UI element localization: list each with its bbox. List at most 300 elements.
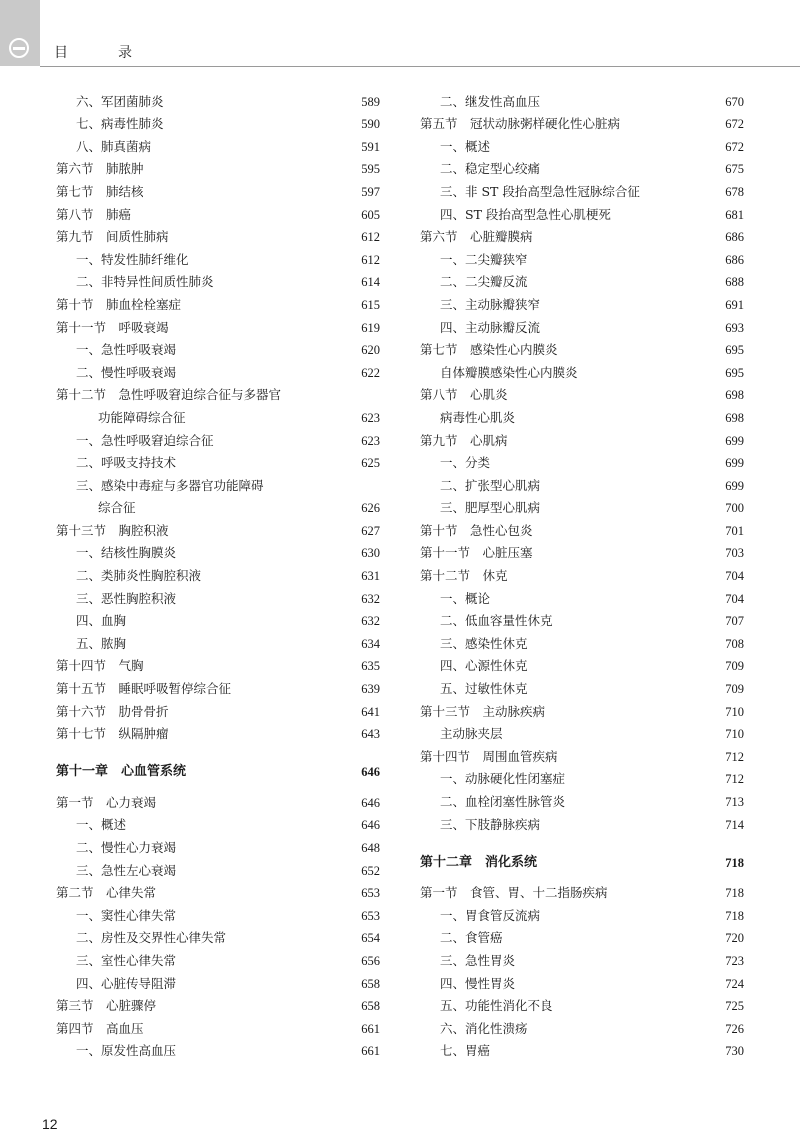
toc-entry-page: 713 (725, 795, 744, 809)
toc-entry-title: 综合征 (98, 500, 136, 516)
toc-entry[interactable] (420, 719, 744, 742)
toc-entry-title: 一、急性呼吸衰竭 (76, 342, 177, 358)
toc-entry-page: 658 (361, 976, 380, 991)
dot-leader (161, 887, 356, 897)
toc-entry[interactable] (420, 131, 744, 154)
toc-entry-title: 五、过敏性休克 (440, 681, 528, 697)
dot-leader (520, 955, 720, 965)
toc-entry-title: 第十三节 主动脉疾病 (420, 703, 546, 719)
dot-leader (174, 525, 357, 535)
toc-entry-page: 698 (725, 388, 744, 403)
dot-leader (538, 547, 721, 557)
toc-entry-page: 622 (361, 365, 380, 380)
toc-entry-page: 709 (725, 659, 744, 674)
toc-entry-title: 一、动脉硬化性闭塞症 (440, 771, 566, 787)
toc-entry-title: 二、慢性心力衰竭 (76, 840, 177, 855)
toc-entry[interactable] (420, 583, 744, 606)
toc-entry-page: 632 (361, 614, 380, 629)
toc-entry[interactable] (56, 470, 380, 493)
toc-entry-page: 718 (725, 886, 744, 901)
toc-entry-page: 623 (361, 433, 380, 448)
toc-entry-page: 612 (361, 230, 380, 245)
dot-leader (186, 299, 356, 309)
dot-leader (231, 932, 356, 942)
toc-entry-title: 三、感染性休克 (440, 635, 528, 651)
toc-entry[interactable] (56, 945, 380, 968)
dot-leader (181, 842, 356, 852)
toc-entry-title: 二、稳定型心绞痛 (440, 161, 541, 177)
toc-entry[interactable] (56, 244, 380, 267)
toc-entry-title: 第四节 高血压 (56, 1020, 144, 1036)
dot-leader (181, 367, 356, 377)
toc-entry-page: 652 (361, 863, 380, 878)
toc-entry[interactable] (420, 470, 744, 493)
toc-entry-title: 三、感染中毒症与多器官功能障碍 (76, 477, 264, 493)
toc-entry-page: 695 (725, 343, 744, 358)
dot-leader (513, 435, 721, 445)
dot-leader (538, 525, 721, 535)
dot-leader (174, 728, 357, 738)
toc-entry-title: 第九节 间质性肺病 (56, 229, 169, 245)
toc-entry-page: 612 (361, 252, 380, 267)
toc-entry-title: 二、呼吸支持技术 (76, 455, 177, 471)
toc-entry-page: 695 (725, 365, 744, 380)
toc-entry-title: 二、非特异性间质性肺炎 (76, 274, 214, 290)
toc-entry-page: 712 (725, 749, 744, 764)
toc-entry[interactable] (420, 900, 744, 923)
toc-entry-title: 五、功能性消化不良 (440, 998, 553, 1014)
toc-entry-title: 二、继发性高血压 (440, 93, 541, 109)
toc-entry[interactable] (56, 991, 380, 1014)
dot-leader (545, 163, 720, 173)
toc-entry[interactable] (420, 696, 744, 719)
toc-entry[interactable] (56, 855, 380, 878)
dot-leader (625, 118, 720, 128)
toc-entry[interactable] (420, 991, 744, 1014)
toc-entry[interactable] (420, 945, 744, 968)
toc-entry[interactable] (56, 493, 380, 516)
toc-entry[interactable] (420, 538, 744, 561)
dot-leader (141, 502, 357, 512)
dot-leader (513, 570, 721, 580)
dot-leader (149, 186, 357, 196)
toc-entry-title: 第十一节 呼吸衰竭 (56, 319, 169, 335)
toc-entry[interactable] (420, 402, 744, 425)
toc-entry-title: 二、慢性呼吸衰竭 (76, 364, 177, 380)
toc-entry-page: 639 (361, 682, 380, 697)
dot-leader (545, 910, 720, 920)
toc-entry-title: 第一节 食管、胃、十二指肠疾病 (420, 885, 608, 901)
toc-entry-page: 620 (361, 343, 380, 358)
toc-entry[interactable] (56, 176, 380, 199)
toc-entry-title: 三、下肢静脉疾病 (440, 816, 541, 832)
toc-entry-title: 第十六节 肋骨骨折 (56, 703, 169, 719)
toc-entry-page: 670 (725, 94, 744, 109)
toc-entry[interactable] (56, 109, 380, 132)
toc-entry-page: 635 (361, 659, 380, 674)
dot-leader (149, 660, 357, 670)
toc-entry-page: 709 (725, 682, 744, 697)
toc-entry[interactable] (420, 515, 744, 538)
toc-entry-page: 730 (725, 1044, 744, 1059)
toc-entry[interactable] (56, 787, 380, 810)
toc-entry-title: 五、脓胸 (76, 635, 127, 651)
toc-entry-page: 654 (361, 931, 380, 946)
toc-entry[interactable] (420, 380, 744, 403)
toc-entry-page: 693 (725, 320, 744, 335)
toc-entry[interactable] (56, 131, 380, 154)
toc-entry[interactable] (56, 289, 380, 312)
toc-entry[interactable] (56, 1036, 380, 1059)
toc-entry-title: 第二节 心律失常 (56, 885, 157, 901)
toc-entry-page: 661 (361, 1044, 380, 1059)
toc-entry-title: 第十一章 心血管系统 (56, 764, 187, 780)
toc-entry-page: 627 (361, 523, 380, 538)
toc-entry[interactable] (420, 628, 744, 651)
toc-entry-page: 632 (361, 591, 380, 606)
toc-entry-title: 一、胃食管反流病 (440, 907, 541, 923)
toc-entry-page: 703 (725, 546, 744, 561)
toc-entry-page: 615 (361, 297, 380, 312)
dot-leader (533, 276, 721, 286)
publisher-logo-icon (9, 38, 29, 58)
toc-entry-page: 631 (361, 569, 380, 584)
dot-leader (563, 344, 721, 354)
toc-entry-title: 第九节 心肌病 (420, 432, 508, 448)
toc-entry-page: 691 (725, 297, 744, 312)
toc-entry[interactable] (56, 199, 380, 222)
dot-leader (545, 299, 720, 309)
toc-entry-title: 六、消化性溃疡 (440, 1020, 528, 1036)
toc-entry-page: 658 (361, 999, 380, 1014)
toc-entry-page: 589 (361, 94, 380, 109)
toc-entry[interactable] (56, 222, 380, 245)
toc-entry-page: 681 (725, 207, 744, 222)
toc-entry[interactable] (420, 1013, 744, 1036)
toc-entry[interactable] (420, 289, 744, 312)
toc-entry-page: 678 (725, 184, 744, 199)
toc-entry-page: 672 (725, 117, 744, 132)
dot-leader (156, 141, 356, 151)
toc-entry[interactable] (420, 267, 744, 290)
toc-entry-title: 一、结核性胸膜炎 (76, 545, 177, 561)
toc-entry-title: 二、食管癌 (440, 930, 503, 946)
toc-entry[interactable] (56, 673, 380, 696)
dot-leader (570, 773, 720, 783)
toc-entry-page: 725 (725, 999, 744, 1014)
toc-entry-page: 723 (725, 953, 744, 968)
toc-entry-title: 功能障碍综合征 (98, 409, 186, 425)
toc-entry-page: 590 (361, 117, 380, 132)
toc-entry-page: 699 (725, 433, 744, 448)
dot-leader (542, 857, 720, 867)
toc-entry[interactable] (420, 493, 744, 516)
dot-leader (174, 322, 357, 332)
toc-entry[interactable] (420, 786, 744, 809)
dot-leader (616, 209, 720, 219)
toc-entry-title: 第十节 急性心包炎 (420, 522, 533, 538)
toc-entry[interactable] (420, 222, 744, 245)
toc-entry-page: 653 (361, 886, 380, 901)
dot-leader (131, 615, 356, 625)
dot-leader (495, 593, 720, 603)
toc-entry-title: 第一节 心力衰竭 (56, 794, 157, 810)
toc-entry-title: 八、肺真菌病 (76, 138, 152, 154)
toc-entry-page: 623 (361, 410, 380, 425)
toc-entry-title: 第八节 肺癌 (56, 206, 132, 222)
toc-entry[interactable] (420, 312, 744, 335)
toc-entry-title: 一、概述 (76, 817, 127, 833)
dot-leader (645, 186, 720, 196)
toc-entry-title: 第十二章 消化系统 (420, 854, 538, 870)
dot-leader (131, 819, 356, 829)
dot-leader (520, 978, 720, 988)
toc-entry[interactable] (420, 651, 744, 674)
dot-leader (181, 593, 356, 603)
toc-entry[interactable] (56, 357, 380, 380)
toc-entry[interactable] (420, 357, 744, 380)
toc-entry-page: 625 (361, 456, 380, 471)
dot-leader (169, 96, 357, 106)
toc-entry-title: 第三节 心脏骤停 (56, 998, 157, 1014)
toc-entry[interactable] (420, 560, 744, 583)
toc-entry[interactable] (420, 109, 744, 132)
toc-entry-title: 主动脉夹层 (440, 726, 503, 742)
toc-entry-page: 641 (361, 704, 380, 719)
toc-entry-title: 四、ST 段抬高型急性心肌梗死 (440, 206, 611, 222)
dot-leader (181, 910, 356, 920)
dot-leader (495, 457, 720, 467)
toc-entry-page: 643 (361, 727, 380, 742)
toc-entry[interactable] (56, 606, 380, 629)
toc-entry[interactable] (420, 606, 744, 629)
toc-entry[interactable] (420, 673, 744, 696)
toc-chapter-entry[interactable] (420, 840, 744, 870)
toc-entry[interactable] (420, 741, 744, 764)
dot-leader (174, 231, 357, 241)
dot-leader (545, 819, 720, 829)
toc-entry-title: 第七节 感染性心内膜炎 (420, 342, 558, 358)
dot-leader (131, 638, 356, 648)
toc-entry[interactable] (56, 696, 380, 719)
toc-chapter-entry[interactable] (56, 749, 380, 779)
toc-entry[interactable] (56, 312, 380, 335)
toc-entry[interactable] (56, 86, 380, 109)
toc-entry[interactable] (56, 425, 380, 448)
dot-leader (149, 1023, 357, 1033)
page-header-title: 目 录 (54, 45, 150, 61)
toc-entry-page: 656 (361, 953, 380, 968)
toc-entry[interactable] (420, 176, 744, 199)
toc-entry[interactable] (420, 199, 744, 222)
toc-entry[interactable] (420, 86, 744, 109)
toc-entry-page: 595 (361, 162, 380, 177)
toc-entry[interactable] (420, 1036, 744, 1059)
toc-entry[interactable] (420, 968, 744, 991)
dot-leader (181, 978, 356, 988)
toc-entry-page: 699 (725, 456, 744, 471)
toc-entry-title: 第十四节 气胸 (56, 658, 144, 674)
dot-leader (558, 1000, 721, 1010)
toc-entry-title: 一、概述 (440, 138, 491, 154)
toc-entry-page: 688 (725, 275, 744, 290)
toc-entry-title: 三、急性胃炎 (440, 952, 516, 968)
toc-entry-page: 626 (361, 501, 380, 516)
toc-entry[interactable] (56, 719, 380, 742)
toc-entry-title: 三、急性左心衰竭 (76, 862, 177, 878)
toc-entry-page: 686 (725, 230, 744, 245)
toc-entry-title: 四、主动脉瓣反流 (440, 319, 541, 335)
toc-entry-page: 701 (725, 523, 744, 538)
toc-entry-title: 二、血栓闭塞性脉管炎 (440, 794, 566, 809)
toc-entry-page: 634 (361, 636, 380, 651)
toc-entry-page: 672 (725, 139, 744, 154)
toc-entry-title: 一、概论 (440, 590, 491, 606)
page-number: 12 (42, 1116, 58, 1132)
toc-entry-title: 四、心脏传导阻滞 (76, 975, 177, 991)
toc-entry-title: 二、二尖瓣反流 (440, 274, 528, 290)
dot-leader (495, 1045, 720, 1055)
dot-leader (508, 932, 721, 942)
toc-entry-title: 第五节 冠状动脉粥样硬化性心脏病 (420, 116, 621, 132)
dot-leader (533, 660, 721, 670)
toc-entry[interactable] (420, 878, 744, 901)
toc-entry[interactable] (420, 809, 744, 832)
toc-entry[interactable] (56, 968, 380, 991)
dot-leader (545, 96, 720, 106)
toc-entry-page: 698 (725, 410, 744, 425)
toc-entry-title: 第六节 心脏瓣膜病 (420, 229, 533, 245)
toc-entry[interactable] (420, 244, 744, 267)
toc-entry[interactable] (56, 267, 380, 290)
toc-entry[interactable] (56, 380, 380, 403)
toc-entry-page: 686 (725, 252, 744, 267)
toc-entry[interactable] (420, 923, 744, 946)
toc-entry[interactable] (420, 425, 744, 448)
dot-leader (545, 502, 720, 512)
dot-leader (583, 367, 721, 377)
toc-entry-title: 第六节 肺脓肿 (56, 161, 144, 177)
toc-entry-page: 619 (361, 320, 380, 335)
dot-leader (191, 412, 357, 422)
toc-entry-page: 591 (361, 139, 380, 154)
toc-entry[interactable] (56, 448, 380, 471)
toc-column-left (56, 86, 380, 1058)
dot-leader (613, 887, 721, 897)
dot-leader (149, 163, 357, 173)
toc-entry[interactable] (420, 448, 744, 471)
dot-leader (508, 728, 721, 738)
toc-entry[interactable] (420, 154, 744, 177)
toc-entry-page: 648 (361, 841, 380, 855)
toc-entry[interactable] (56, 154, 380, 177)
dot-leader (194, 254, 357, 264)
toc-entry-page: 661 (361, 1021, 380, 1036)
toc-entry[interactable] (420, 335, 744, 358)
toc-entry[interactable] (56, 832, 380, 855)
toc-entry[interactable] (56, 335, 380, 358)
dot-leader (545, 322, 720, 332)
toc-entry-title: 第八节 心肌炎 (420, 387, 508, 403)
toc-entry-title: 第十节 肺血栓栓塞症 (56, 296, 182, 312)
toc-entry-title: 三、非 ST 段抬高型急性冠脉综合征 (440, 183, 640, 199)
dot-leader (181, 955, 356, 965)
toc-entry[interactable] (420, 764, 744, 787)
toc-entry-page: 646 (361, 795, 380, 810)
dot-leader (181, 547, 356, 557)
toc-entry-page: 718 (725, 855, 744, 870)
toc-entry-title: 二、类肺炎性胸腔积液 (76, 568, 202, 584)
toc-entry[interactable] (56, 402, 380, 425)
toc-entry-title: 二、扩张型心肌病 (440, 477, 541, 493)
dot-leader (550, 706, 720, 716)
toc-entry[interactable] (56, 1013, 380, 1036)
dot-leader (558, 615, 721, 625)
toc-entry[interactable] (56, 538, 380, 561)
toc-entry-page: 646 (361, 818, 380, 833)
toc-entry-title: 第十五节 睡眠呼吸暂停综合征 (56, 681, 232, 697)
header-band (0, 0, 40, 66)
toc-entry-title: 三、主动脉瓣狭窄 (440, 296, 541, 312)
toc-entry[interactable] (56, 900, 380, 923)
toc-entry-page: 724 (725, 976, 744, 991)
toc-entry[interactable] (56, 628, 380, 651)
toc-entry-title: 二、房性及交界性心律失常 (76, 930, 227, 946)
dot-leader (191, 766, 356, 776)
toc-entry-title: 第十一节 心脏压塞 (420, 545, 533, 561)
toc-entry-page: 720 (725, 931, 744, 946)
toc-entry-page: 710 (725, 704, 744, 719)
dot-leader (545, 480, 720, 490)
toc-entry-title: 第十三节 胸腔积液 (56, 522, 169, 538)
toc-entry-page: 653 (361, 908, 380, 923)
toc-entry-page: 718 (725, 908, 744, 923)
toc-entry-title: 六、军团菌肺炎 (76, 93, 164, 109)
toc-entry[interactable] (56, 651, 380, 674)
dot-leader (161, 1000, 356, 1010)
toc-entry-title: 第十二节 急性呼吸窘迫综合征与多器官 (56, 387, 282, 403)
toc-entry-title: 一、原发性高血压 (76, 1043, 177, 1059)
dot-leader (533, 1023, 721, 1033)
dot-leader (181, 457, 356, 467)
dot-leader (513, 389, 721, 399)
toc-entry[interactable] (56, 810, 380, 833)
toc-entry-title: 第十七节 纵隔肿瘤 (56, 726, 169, 742)
toc-entry-title: 三、肥厚型心肌病 (440, 500, 541, 516)
dot-leader (533, 683, 721, 693)
dot-leader (219, 435, 357, 445)
toc-entry[interactable] (56, 583, 380, 606)
toc-entry-title: 一、窦性心律失常 (76, 907, 177, 923)
toc-entry-page: 712 (725, 772, 744, 787)
toc-entry-title: 四、心源性休克 (440, 658, 528, 674)
toc-entry-page: 708 (725, 636, 744, 651)
toc-entry-title: 一、急性呼吸窘迫综合征 (76, 432, 214, 448)
toc-entry[interactable] (56, 515, 380, 538)
toc-entry-title: 第十四节 周围血管疾病 (420, 748, 558, 764)
toc-entry[interactable] (56, 923, 380, 946)
toc-entry[interactable] (56, 878, 380, 901)
header-divider (40, 66, 800, 67)
toc-entry[interactable] (56, 560, 380, 583)
dot-leader (533, 254, 721, 264)
toc-entry-page: 630 (361, 546, 380, 561)
dot-leader (533, 638, 721, 648)
dot-leader (174, 706, 357, 716)
dot-leader (570, 796, 720, 806)
toc-entry-page: 646 (361, 765, 380, 780)
dot-leader (236, 683, 356, 693)
